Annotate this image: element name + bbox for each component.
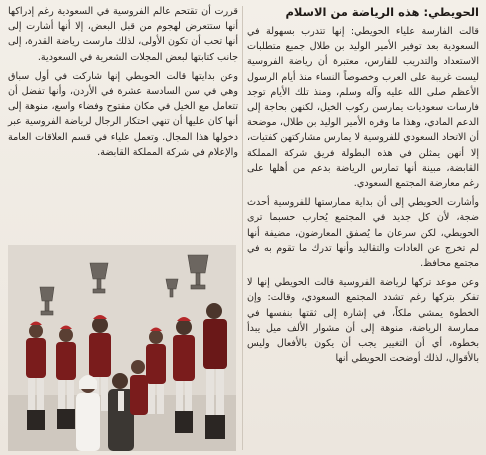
riders-with-trophies-image	[8, 245, 236, 451]
article-paragraph: وعن موعد تركها لرياضة الفروسية قالت الحويطي إنها لا تفكر بتركها رغم تشدد المجتمع السعودي، وقالت: وإن الخطوة يمشي ملكاً، في إشارة إلى ثقتها بنفسها في ممارسة الرياضة، منوهة إلى أن مشوار الألف ميل يبدأ بخطوة، أي أن التغيير يجب أن يكون بالأفعال وليس بالأقوال، لذلك أوضحت الحويطي أنها	[247, 277, 479, 365]
article-paragraph: وأشارت الحويطي إلى أن بداية ممارستها للفروسية أحدث ضجة، لأن كل جديد في المجتمع يُحارب حسبما ترى الحويطي، لكن سرعان ما يُصفق المعارضون، مضيفة أنها لم تخرج عن العادات والتقاليد وأنها تدرك ما تقوم به في مجتمع محافظ.	[247, 197, 479, 270]
article-paragraph: قالت الفارسة علياء الحويطي: إنها تتدرب بسهولة في السعودية بعد توفير الأمير الوليد بن طلال جميع متطلبات الاستعداد والتدريب للفارس، معتبرة أن رياضة الفروسية ليست غريبة على العرب وخصوصاً النساء منذ أيام الرسول الأعظم صلى الله عليه وآله وسلم، ومنذ تلك الأيام توجد فارسات سعوديات يمارسن ركوب الخيل، لكنهن بحاجة إلى الدعم المادي، وهذا ما وفره الأمير الوليد بن طلال، موضحة أن الاتحاد السعودي للفروسية لا يمارس مشاركتهن كفتيات، إلا أنهن يمثلن في هذه البطولة فريق شركة المملكة القابضة، مبينة أنها تمارس الرياضة بدعم من أهلها على رغم معارضة المجتمع السعودي.	[247, 26, 479, 190]
riders-photo	[8, 245, 236, 451]
article-headline: الحويطي: هذه الرياضة من الاسلام	[285, 5, 479, 19]
column-divider	[242, 6, 243, 450]
article-paragraph: وعن بدايتها قالت الحويطي إنها شاركت في أول سباق وهي في سن السادسة عشرة في الأردن، وأنها تفضل أن تتعامل مع الخيل في مكان مفتوح وفضاء واسع، منوهة إلى أنها كان عليها أن تنهي احتكار الرجال لرياضة الفروسية عبر دخولها هذا المجال. وتعمل علياء في قسم العلاقات العامة والإعلام في شركة المملكة القابضة.	[7, 70, 238, 158]
article-paragraph: قررت أن تقتحم عالم الفروسية في السعودية رغم إدراكها أنها ستتعرض لهجوم من قبل البعض، إلا أنها أشارت إلى أنها تحب أن تكون الأولى، لذلك مارست رياضة القدرة، إلى جانب كتابتها لبعض المجلات الشعرية في السعودية.	[8, 6, 238, 63]
article-right-column	[247, 0, 479, 455]
